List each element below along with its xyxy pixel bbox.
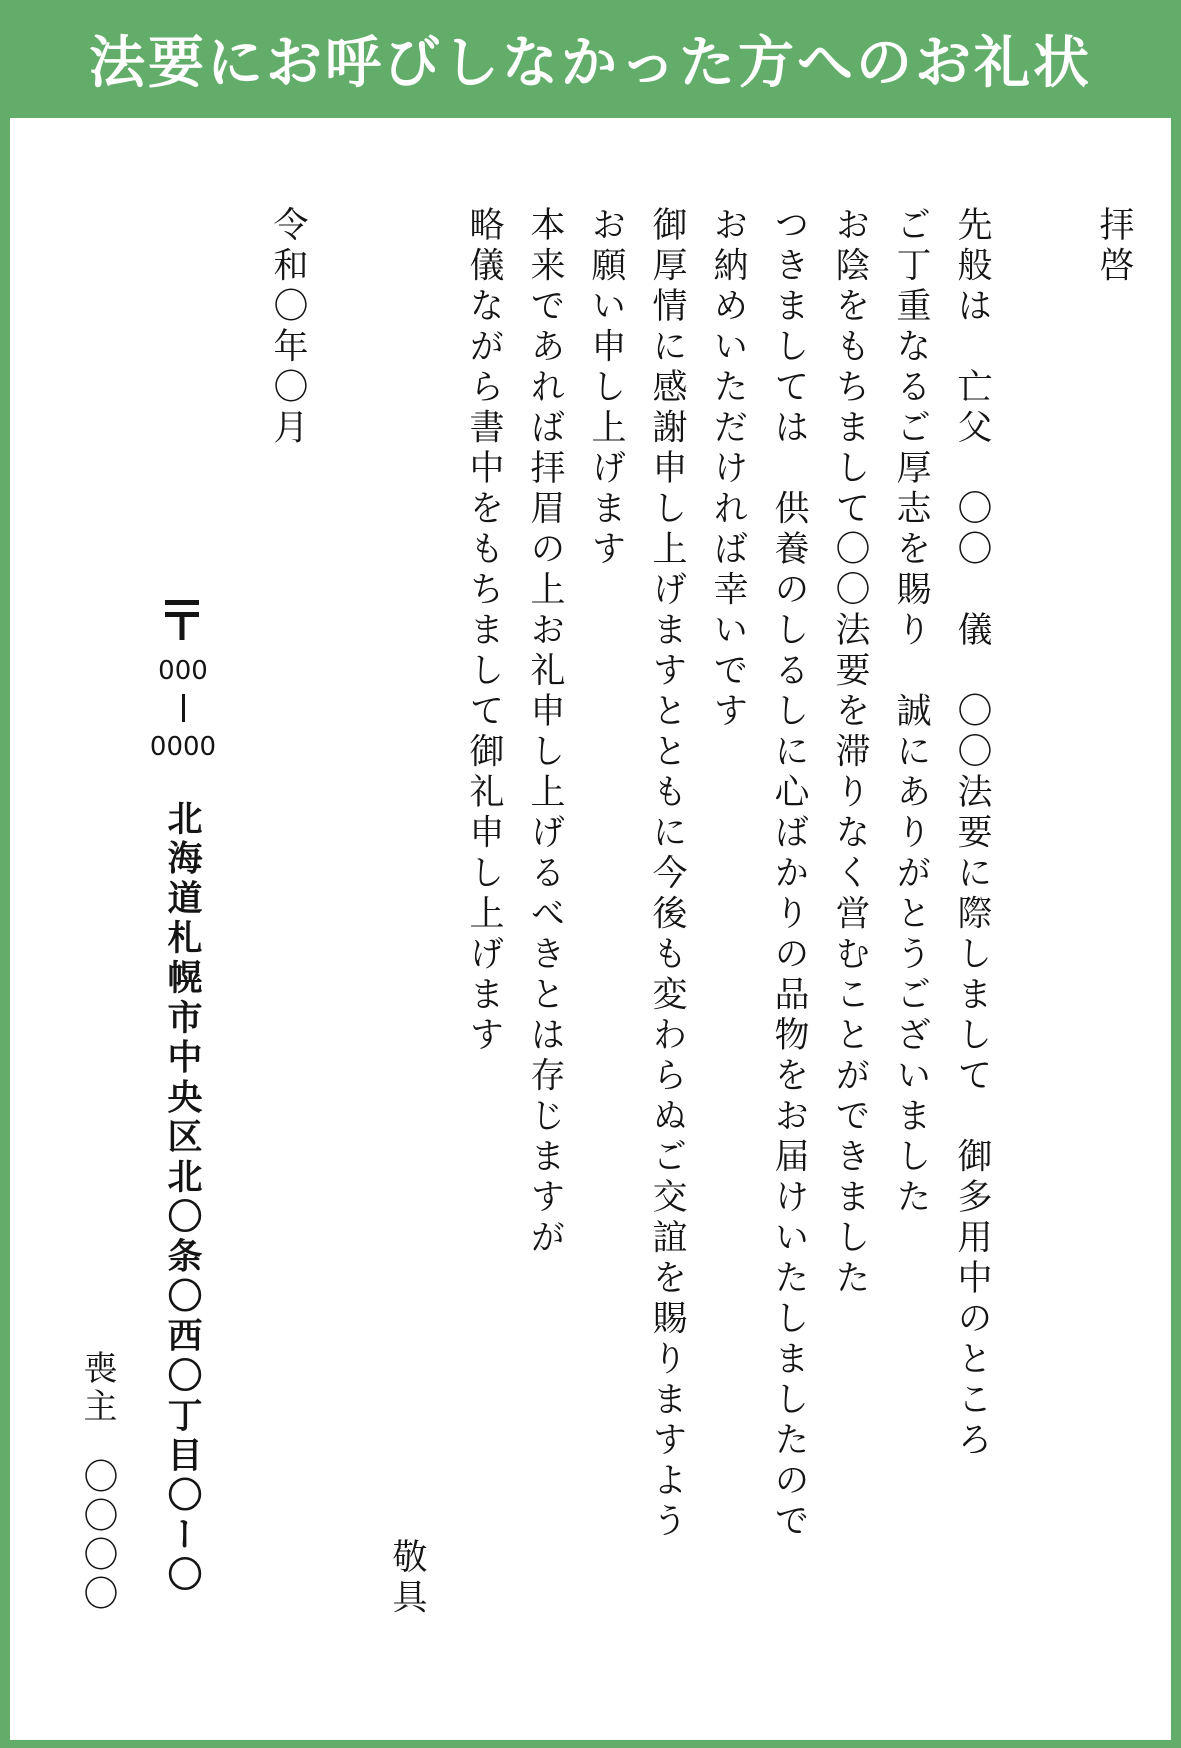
page-title: 法要にお呼びしなかった方へのお礼状 <box>89 31 1092 96</box>
letter-line-4: つきましては 供養のしるしに心ばかりの品物をお届けいたしましたので <box>769 206 809 1543</box>
letter-line-1: 先般は 亡父 〇〇 儀 〇〇法要に際しまして 御多用中のところ <box>952 206 992 1462</box>
letter-line-5: お納めいただければ幸いです <box>708 206 748 733</box>
postal-code <box>146 658 220 760</box>
letter-line-3: お陰をもちまして〇〇法要を滞りなく営むことができました <box>830 206 870 1300</box>
postal-code-dash <box>182 694 185 722</box>
letter-date: 令和〇年〇月 <box>268 206 308 449</box>
sender-address: 北海道札幌市中央区北〇条〇西〇丁目〇ー〇 <box>162 800 203 1596</box>
letter-line-8: 本来であれば拝眉の上お礼申し上げるべきとは存じますが <box>525 206 565 1259</box>
letter-line-9: 略儀ながら書中をもちまして御礼申し上げます <box>464 206 504 1057</box>
postal-mark-icon <box>165 600 199 640</box>
postal-code-part-1: 000 <box>158 656 208 686</box>
mourner-role: 喪主 <box>77 1350 117 1426</box>
closing: 敬具 <box>387 1538 427 1619</box>
postal-code-part-2: 0000 <box>149 732 217 762</box>
mourner-name: 〇〇〇〇 <box>78 1458 118 1614</box>
letter-line-7: お願い申し上げます <box>586 206 626 571</box>
letter-paper <box>10 118 1171 1740</box>
title-banner <box>0 0 1181 118</box>
letter-line-6: 御厚情に感謝申し上げますとともに今後も変わらぬご交誼を賜りますよう <box>647 206 687 1543</box>
letter-line-2: ご丁重なるご厚志を賜り 誠にありがとうございました <box>891 206 931 1219</box>
salutation: 拝啓 <box>1094 206 1134 287</box>
